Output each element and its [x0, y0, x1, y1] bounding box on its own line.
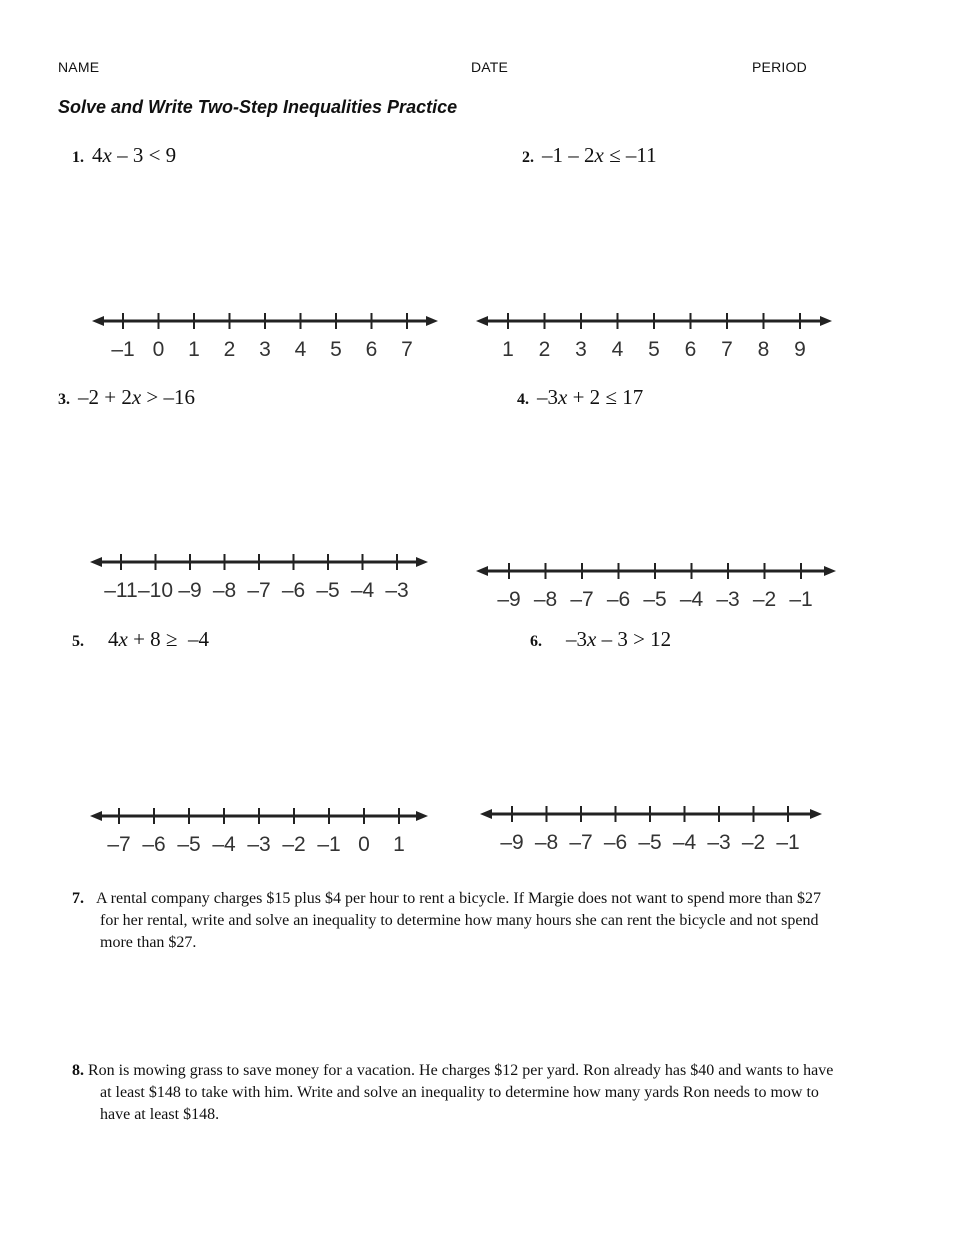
number-line-label: –7	[247, 579, 271, 602]
number-line-label: –1	[111, 338, 135, 361]
word-problem-text: for her rental, write and solve an inequality to determine how many hours she can rent the bicycle and not spend	[100, 912, 819, 929]
number-line-label: –4	[350, 579, 375, 602]
name-label: NAME	[58, 59, 100, 75]
number-line-4	[0, 550, 979, 620]
number-line-label: –7	[570, 588, 594, 611]
period-label: PERIOD	[752, 59, 807, 75]
problem-number: 5.	[72, 633, 84, 650]
problem-number: 3.	[58, 391, 70, 408]
problem-number: 1.	[72, 149, 84, 166]
number-line-label: –5	[638, 831, 662, 854]
word-problem-text: more than $27.	[100, 934, 197, 951]
problem-expression-part: ≤ –11	[603, 143, 657, 167]
problem-2	[522, 143, 657, 168]
problem-expression-part: + 8 ≥ –4	[127, 627, 209, 651]
number-line-label: 2	[223, 338, 236, 361]
number-line-label: –9	[500, 831, 524, 854]
problem-variable: x	[102, 143, 112, 167]
number-line-label: –3	[707, 831, 731, 854]
number-line-label: 7	[721, 338, 733, 361]
number-line-label: –6	[606, 588, 631, 611]
problem-expression-part: –2 + 2	[78, 385, 132, 409]
number-line-label: –6	[142, 833, 166, 856]
number-line-label: 6	[684, 338, 697, 361]
number-line-label: –5	[643, 588, 667, 611]
word-problem-text: at least $148 to take with him. Write and solve an inequality to determine how many yards Ron needs to mow to	[100, 1084, 819, 1101]
problem-expression-part: > –16	[141, 385, 196, 409]
number-line-label: 5	[330, 338, 342, 361]
left-arrow-icon	[476, 566, 488, 576]
number-line-label: –2	[741, 831, 766, 854]
problem-variable: x	[558, 385, 568, 409]
left-arrow-icon	[480, 809, 492, 819]
problem-expression-part: 4	[108, 627, 119, 651]
right-arrow-icon	[820, 316, 832, 326]
number-line-label: 0	[358, 833, 370, 856]
problem-1	[72, 143, 176, 168]
number-line-label: 3	[575, 338, 587, 361]
word-problem-number: 7.	[72, 890, 84, 907]
number-line-label: –3	[385, 579, 409, 602]
number-line-label: –6	[281, 579, 306, 602]
number-line-label: –10	[137, 579, 174, 602]
number-line-label: 4	[611, 338, 624, 361]
number-line-label: –7	[569, 831, 593, 854]
number-line-label: –3	[247, 833, 271, 856]
problem-expression-part: – 3 < 9	[111, 143, 177, 167]
number-line-label: –9	[178, 579, 202, 602]
number-line-label: –5	[177, 833, 201, 856]
number-line-label: –8	[533, 588, 558, 611]
problem-variable: x	[131, 385, 142, 409]
word-problem-text: Ron is mowing grass to save money for a vacation. He charges $12 per yard. Ron already has $40 and wants to have	[88, 1062, 834, 1079]
number-line-label: –1	[789, 588, 813, 611]
word-problem-text: have at least $148.	[100, 1106, 220, 1123]
problem-number: 6.	[530, 633, 542, 650]
number-line-label: –1	[776, 831, 800, 854]
number-line-6	[0, 793, 979, 863]
right-arrow-icon	[824, 566, 836, 576]
number-line-label: –2	[752, 588, 777, 611]
problem-number: 2.	[522, 149, 534, 166]
number-line-label: 7	[401, 338, 413, 361]
problem-4	[517, 385, 643, 410]
number-line-label: 6	[365, 338, 378, 361]
word-problem-7	[72, 888, 922, 954]
problem-expression-part: + 2 ≤ 17	[567, 385, 644, 409]
number-line-label: 5	[648, 338, 660, 361]
number-line-label: –8	[534, 831, 559, 854]
problem-expression-part: 4	[92, 143, 103, 167]
number-line-label: 0	[152, 338, 165, 361]
number-line-2	[0, 300, 979, 370]
problem-variable: x	[587, 627, 597, 651]
number-line-label: 9	[794, 338, 806, 361]
problem-expression-part: –3	[537, 385, 558, 409]
problem-expression-part: – 3 > 12	[596, 627, 672, 651]
number-line-label: –2	[282, 833, 306, 856]
right-arrow-icon	[810, 809, 822, 819]
number-line-label: –6	[603, 831, 628, 854]
number-line-label: –4	[679, 588, 704, 611]
problem-expression-part: –3	[566, 627, 587, 651]
problem-variable: x	[594, 143, 604, 167]
number-line-label: –7	[107, 833, 131, 856]
word-problem-number: 8.	[72, 1062, 84, 1079]
number-line-label: –4	[212, 833, 236, 856]
number-line-label: –3	[716, 588, 740, 611]
problem-number: 4.	[517, 391, 529, 408]
number-line-label: –4	[672, 831, 697, 854]
number-line-label: 3	[259, 338, 271, 361]
word-problem-8	[72, 1060, 922, 1126]
number-line-label: –5	[316, 579, 340, 602]
problem-expression-part: –1 – 2	[542, 143, 595, 167]
number-line-label: 4	[294, 338, 307, 361]
problem-6	[530, 627, 671, 652]
number-line-label: –8	[212, 579, 237, 602]
date-label: DATE	[471, 59, 509, 75]
number-line-label: 2	[538, 338, 551, 361]
number-line-label: 1	[188, 338, 200, 361]
problem-5	[72, 627, 209, 652]
worksheet-title: Solve and Write Two-Step Inequalities Practice	[58, 97, 458, 117]
number-line-label: 1	[502, 338, 514, 361]
number-line-label: –11	[104, 579, 138, 602]
left-arrow-icon	[476, 316, 488, 326]
number-line-label: –9	[497, 588, 521, 611]
number-line-label: –1	[317, 833, 341, 856]
number-line-label: 1	[393, 833, 405, 856]
problem-3	[58, 385, 195, 410]
word-problem-text: A rental company charges $15 plus $4 per hour to rent a bicycle. If Margie does not want to spend more than $27	[96, 890, 821, 907]
number-line-label: 8	[757, 338, 770, 361]
problem-variable: x	[118, 627, 128, 651]
